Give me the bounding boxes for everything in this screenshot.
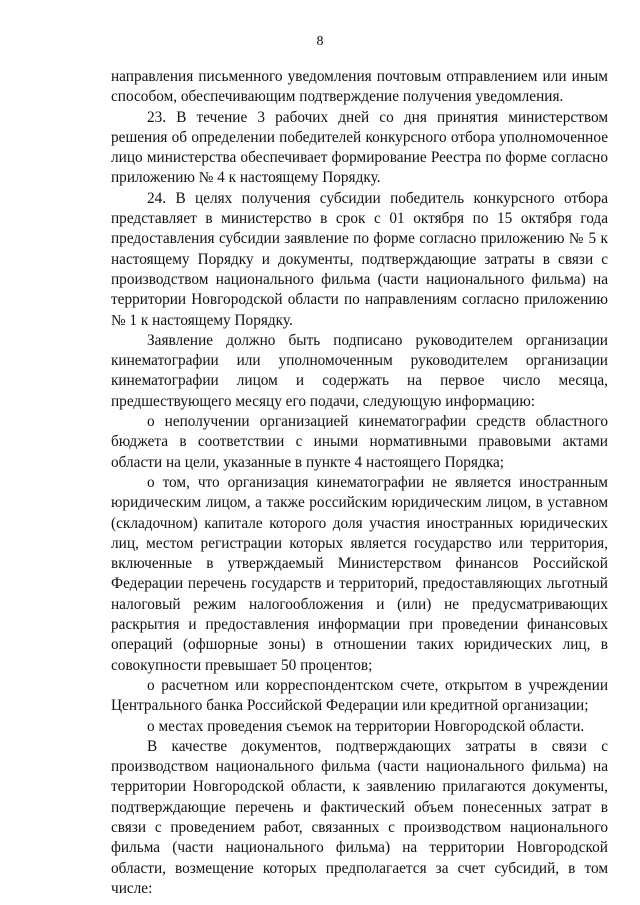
page-number: 8 — [316, 34, 324, 49]
paragraph-notification-method: направления письменного уведомления почтовым отправлением или иным способом, обеспечивающим подтверждение получения уведомления. — [111, 68, 608, 106]
paragraph-24: 24. В целях получения субсидии победитель конкурсного отбора представляет в министерство в срок с 01 октября по 15 октября года предоставления субсидии заявление по форме согласно приложению № 5 к настоящему Порядку и документы, подтверждающие затраты в связи с производством национального фильма (части национального фильма) на территории Новгородской области по направлениям согласно приложению № 1 к настоящему Порядку. — [111, 189, 608, 329]
document-body — [111, 67, 608, 899]
paragraph-not-foreign-entity: о том, что организация кинематографии не является иностранным юридическим лицом, а также российским юридическим лицом, в уставном (складочном) капитале которого доля участия иностранных юридических лиц, местом регистрации которых является государство или территория, включенные в утверждаемый Министерством финансов Российской Федерации перечень государств и территорий, предоставляющих льготный налоговый режим налогообложения и (или) не предусматривающих раскрытия и предоставления информации при проведении финансовых операций (офшорные зоны) в отношении таких юридических лиц, в совокупности превышает 50 процентов; — [111, 473, 608, 674]
paragraph-bank-account: о расчетном или корреспондентском счете, открытом в учреждении Центрального банка Российской Федерации или кредитной организации; — [111, 676, 608, 715]
paragraph-filming-locations: о местах проведения съемок на территории Новгородской области. — [147, 717, 585, 735]
paragraph-application-signature: Заявление должно быть подписано руководителем организации кинематографии или уполномоченным руководителем организации кинематографии лицом и содержать на первое число месяца, предшествующего месяцу его подачи, следующую информацию: — [111, 331, 608, 410]
paragraph-23: 23. В течение 3 рабочих дней со дня принятия министерством решения об определении победителей конкурсного отбора уполномоченное лицо министерства обеспечивает формирование Реестра по форме согласно приложению № 4 к настоящему Порядку. — [111, 108, 608, 187]
paragraph-no-budget-funds: о неполучении организацией кинематографии средств областного бюджета в соответствии с иными нормативными правовыми актами области на цели, указанные в пункте 4 настоящего Порядка; — [111, 413, 608, 471]
paragraph-supporting-documents: В качестве документов, подтверждающих затраты в связи с производством национального фильма (части национального фильма) на территории Новгородской области, к заявлению прилагаются документы, подтверждающие перечень и фактический объем понесенных затрат в связи с проведением работ, связанных с производством национального фильма (части национального фильма) на территории Новгородской области, возмещение которых предполагается за счет субсидий, в том числе: — [111, 737, 608, 897]
